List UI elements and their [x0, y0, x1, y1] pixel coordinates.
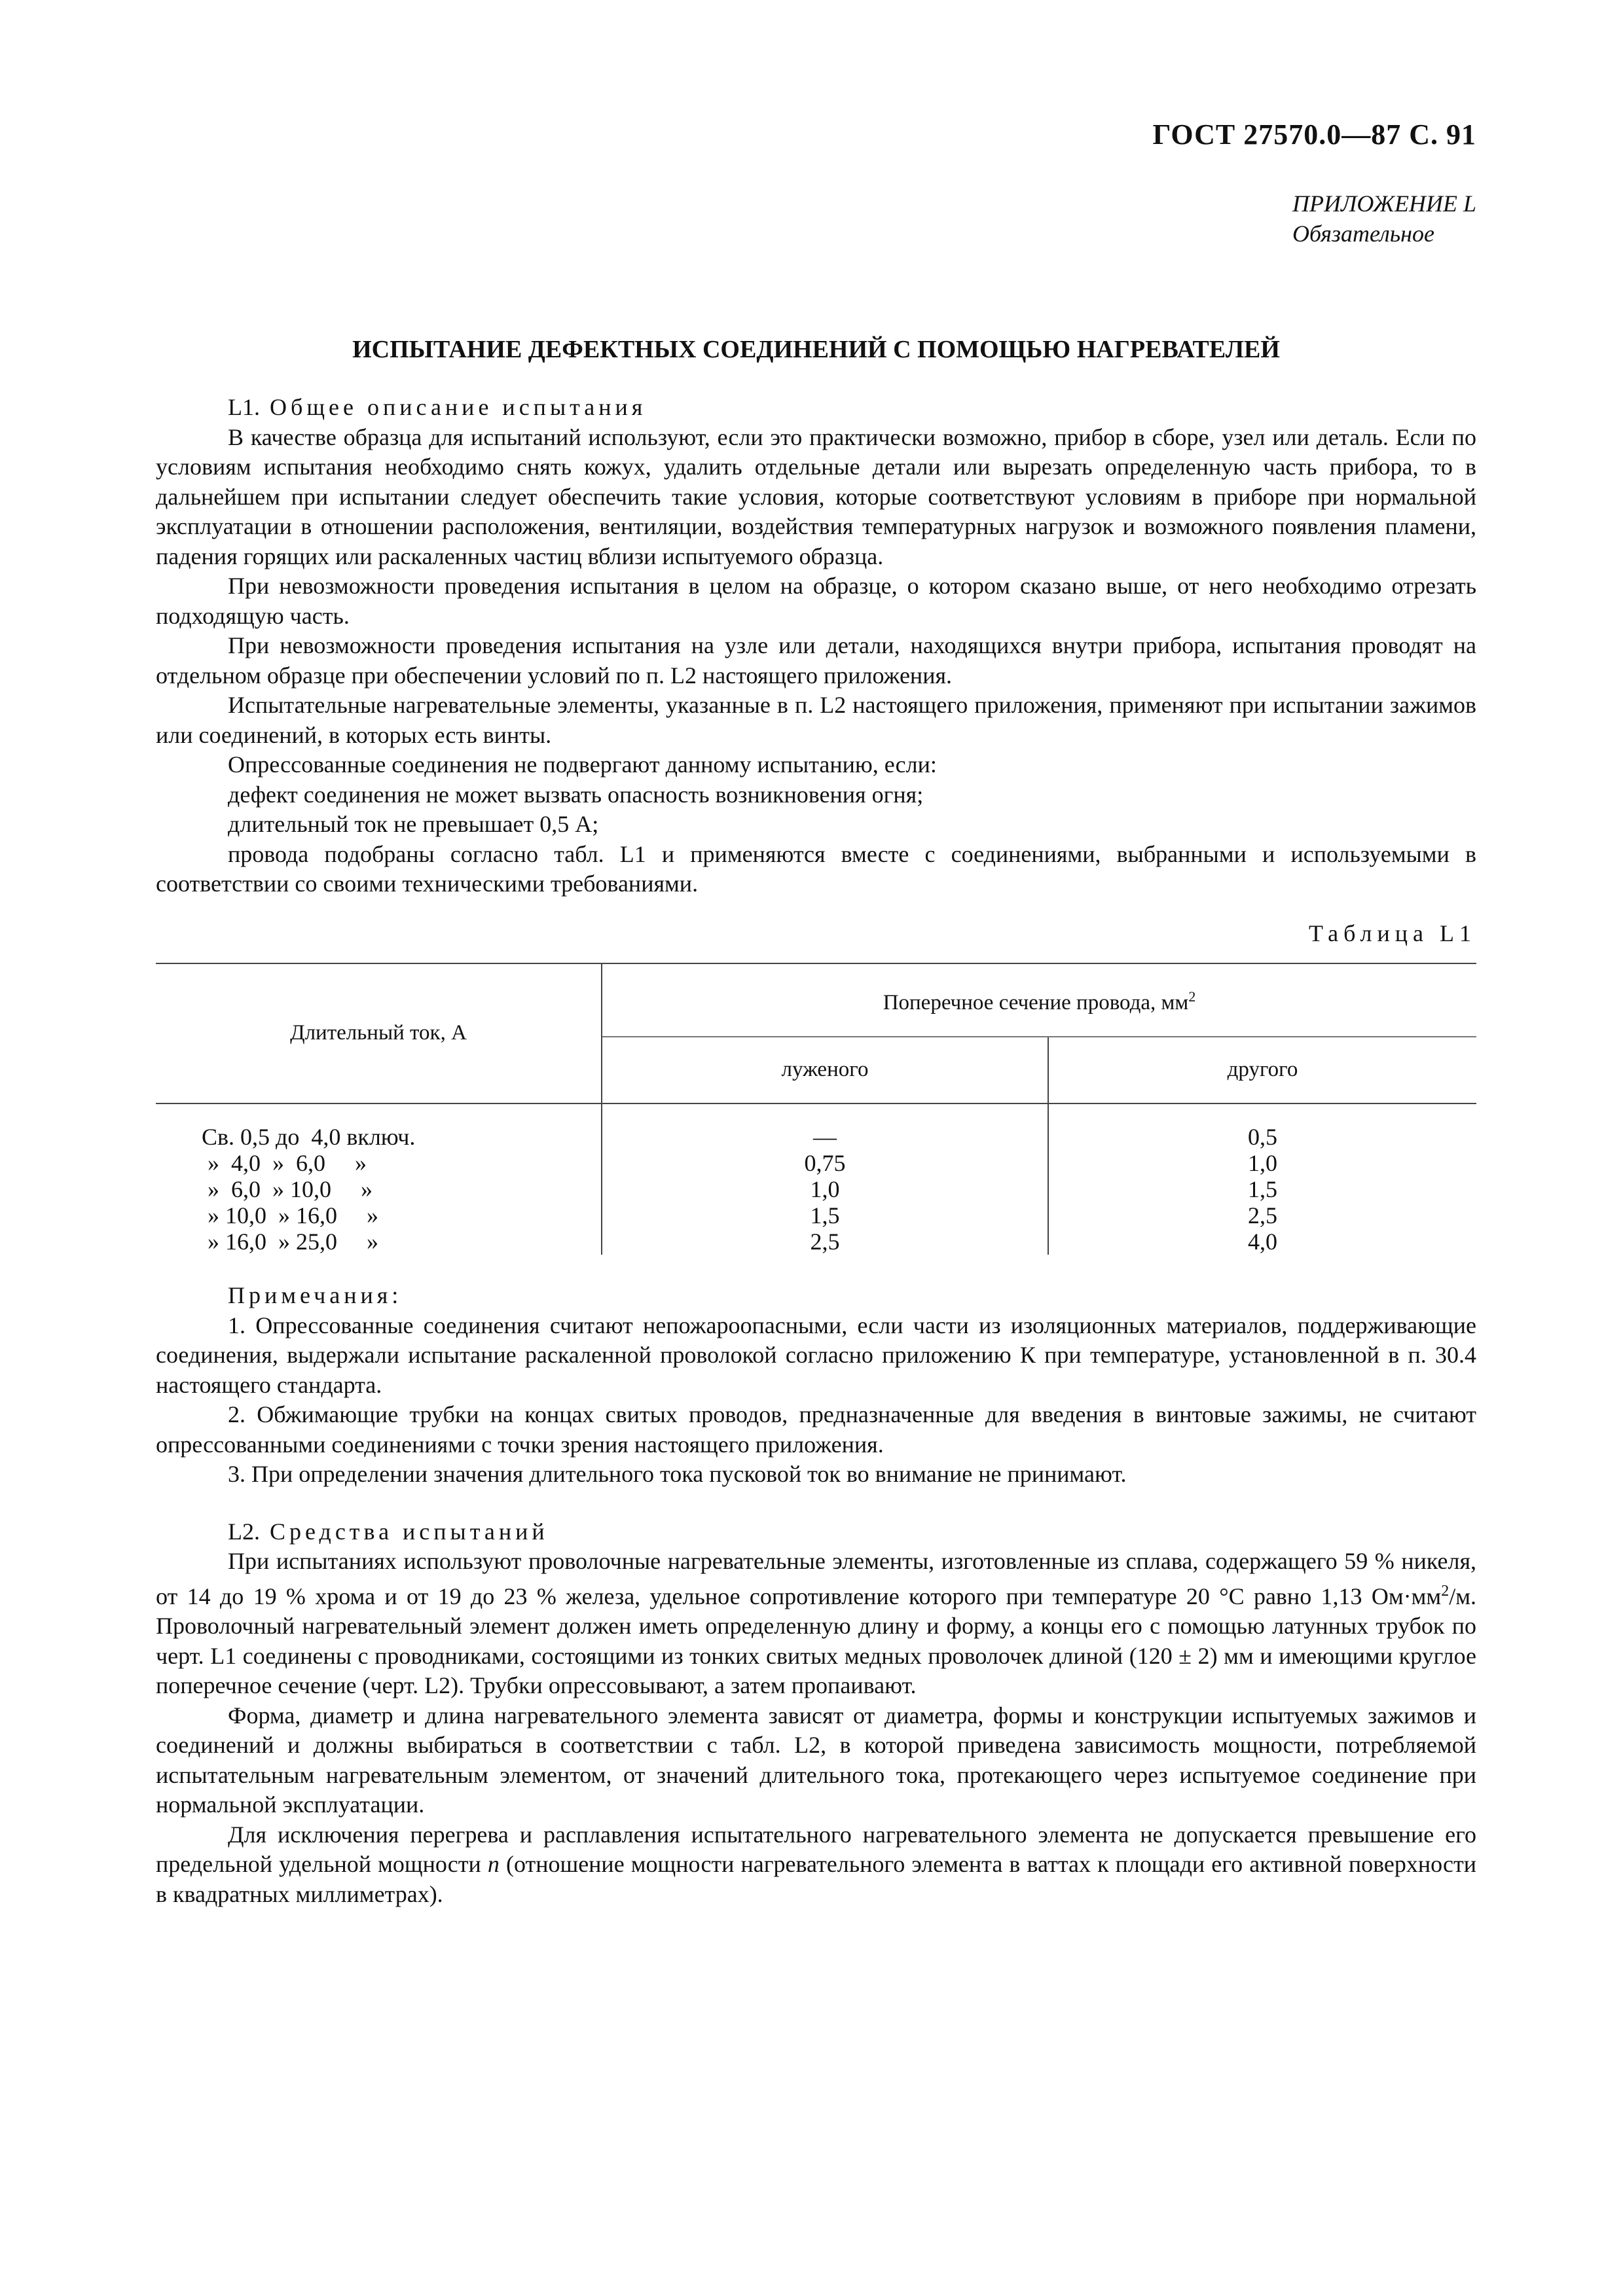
cell-other: 0,5	[1048, 1103, 1476, 1150]
cell-other: 1,0	[1048, 1150, 1476, 1176]
table-row	[156, 1202, 1476, 1229]
paragraph: Форма, диаметр и длина нагревательного элемента зависят от диаметра, формы и конструкции испытуемых зажимов и соединений и должны выбираться в соответствии с табл. L2, в которой приведена зависимость мощности, потребляемой испытательным нагревательным элементом, от значений длительного тока, протекающего через испытуемое соединение при нормальной эксплуатации.	[156, 1702, 1476, 1818]
appendix-label-block	[1292, 188, 1476, 249]
paragraph: При испытаниях используют проволочные нагревательные элементы, изготовленные из сплава, содержащего 59 % никеля, от 14 до 19 % хрома и от 19 до 23 % железа, удельное сопротивление которого при температуре 20 °С равно 1,13 $Ом\cdot мм^2/м$. Проволочный нагревательный элемент должен иметь определенную длину и форму, а концы его с помощью латунных трубок по черт. L1 соединены с проводниками, состоящими из тонких свитых медных проволочек длиной (120 ± 2) мм и имеющими круглое поперечное сечение (черт. L2). Трубки опрессовывают, а затем пропаивают.	[156, 1548, 1476, 1698]
notes-heading: Примечания:	[228, 1282, 403, 1308]
column-header-other: другого	[1048, 1037, 1476, 1103]
paragraph: В качестве образца для испытаний используют, если это практически возможно, прибор в сборе, узел или деталь. Если по условиям испытания необходимо снять кожух, удалить отдельные детали или вырезать определенную часть прибора, то в дальнейшем при испытании следует обеспечить такие условия, которые соответствуют условиям в приборе при нормальной эксплуатации в отношении расположения, вентиляции, воздействия температурных нагрузок и возможного появления пламени, падения горящих или раскаленных частиц вблизи испытуемого образца.	[156, 423, 1476, 569]
cell-current: » 10,0 » 16,0 »	[202, 1202, 378, 1229]
document-body	[156, 393, 1476, 1909]
appendix-label: ПРИЛОЖЕНИЕ L	[1292, 190, 1476, 217]
paragraph: дефект соединения не может вызвать опасность возникновения огня;	[228, 781, 924, 808]
note-item: 2. Обжимающие трубки на концах свитых проводов, предназначенные для введения в винтовые зажимы, не считают опрессованными соединениями с точки зрения настоящего приложения.	[156, 1401, 1476, 1458]
paragraph: При невозможности проведения испытания на узле или детали, находящихся внутри прибора, испытания проводят на отдельном образце при обеспечении условий по п. L2 настоящего приложения.	[156, 632, 1476, 689]
cell-tinned: —	[602, 1103, 1048, 1150]
section-l2-heading: L2. Средства испытаний	[228, 1518, 549, 1545]
column-header-tinned: луженого	[602, 1037, 1048, 1103]
paragraph: При невозможности проведения испытания в целом на образце, о котором сказано выше, от него необходимо отрезать подходящую часть.	[156, 573, 1476, 629]
table-l1	[156, 963, 1476, 1255]
paragraph: Для исключения перегрева и расплавления испытательного нагревательного элемента не допускается превышение его предельной удельной мощности n (отношение мощности нагревательного элемента в ваттах к площади его активной поверхности в квадратных миллиметрах).	[156, 1821, 1477, 1907]
cell-other: 2,5	[1048, 1202, 1476, 1229]
paragraph: Испытательные нагревательные элементы, указанные в п. L2 настоящего приложения, применяют при испытании зажимов или соединений, в которых есть винты.	[156, 692, 1476, 748]
cell-tinned: 2,5	[602, 1229, 1048, 1255]
column-header-current: Длительный ток, А	[156, 963, 602, 1103]
section-l1-heading: L1. Общее описание испытания	[228, 394, 647, 420]
cell-tinned: 1,0	[602, 1176, 1048, 1202]
table-row	[156, 1229, 1476, 1255]
cell-current: Св. 0,5 до 4,0 включ.	[202, 1124, 416, 1150]
paragraph: Опрессованные соединения не подвергают данному испытанию, если:	[228, 751, 937, 778]
paragraph: длительный ток не превышает 0,5 А;	[228, 811, 599, 837]
appendix-status: Обязательное	[1292, 221, 1435, 247]
note-item: 3. При определении значения длительного тока пусковой ток во внимание не принимают.	[228, 1461, 1127, 1487]
cell-current: » 6,0 » 10,0 »	[202, 1176, 373, 1202]
cell-current: » 16,0 » 25,0 »	[202, 1229, 378, 1255]
table-row	[156, 1150, 1476, 1176]
note-item: 1. Опрессованные соединения считают непожароопасными, если части из изоляционных материалов, поддерживающие соединения, выдержали испытание раскаленной проволокой согласно приложению К при температуре, установленной в п. 30.4 настоящего стандарта.	[156, 1312, 1476, 1398]
page-title: ИСПЫТАНИЕ ДЕФЕКТНЫХ СОЕДИНЕНИЙ С ПОМОЩЬЮ НАГРЕВАТЕЛЕЙ	[352, 336, 1280, 363]
cell-other: 4,0	[1048, 1229, 1476, 1255]
cell-current: » 4,0 » 6,0 »	[202, 1150, 367, 1176]
document-reference: ГОСТ 27570.0—87 С. 91	[1152, 118, 1476, 151]
table-label: Таблица L1	[1309, 920, 1476, 946]
column-group-header: Поперечное сечение провода, $мм^2$	[602, 963, 1476, 1037]
table-row	[156, 1103, 1476, 1150]
paragraph: провода подобраны согласно табл. L1 и применяются вместе с соединениями, выбранными и используемыми в соответствии со своими техническими требованиями.	[156, 840, 1476, 897]
table-row	[156, 1176, 1476, 1202]
notes-block	[156, 1281, 1476, 1490]
cell-tinned: 0,75	[602, 1150, 1048, 1176]
cell-other: 1,5	[1048, 1176, 1476, 1202]
cell-tinned: 1,5	[602, 1202, 1048, 1229]
